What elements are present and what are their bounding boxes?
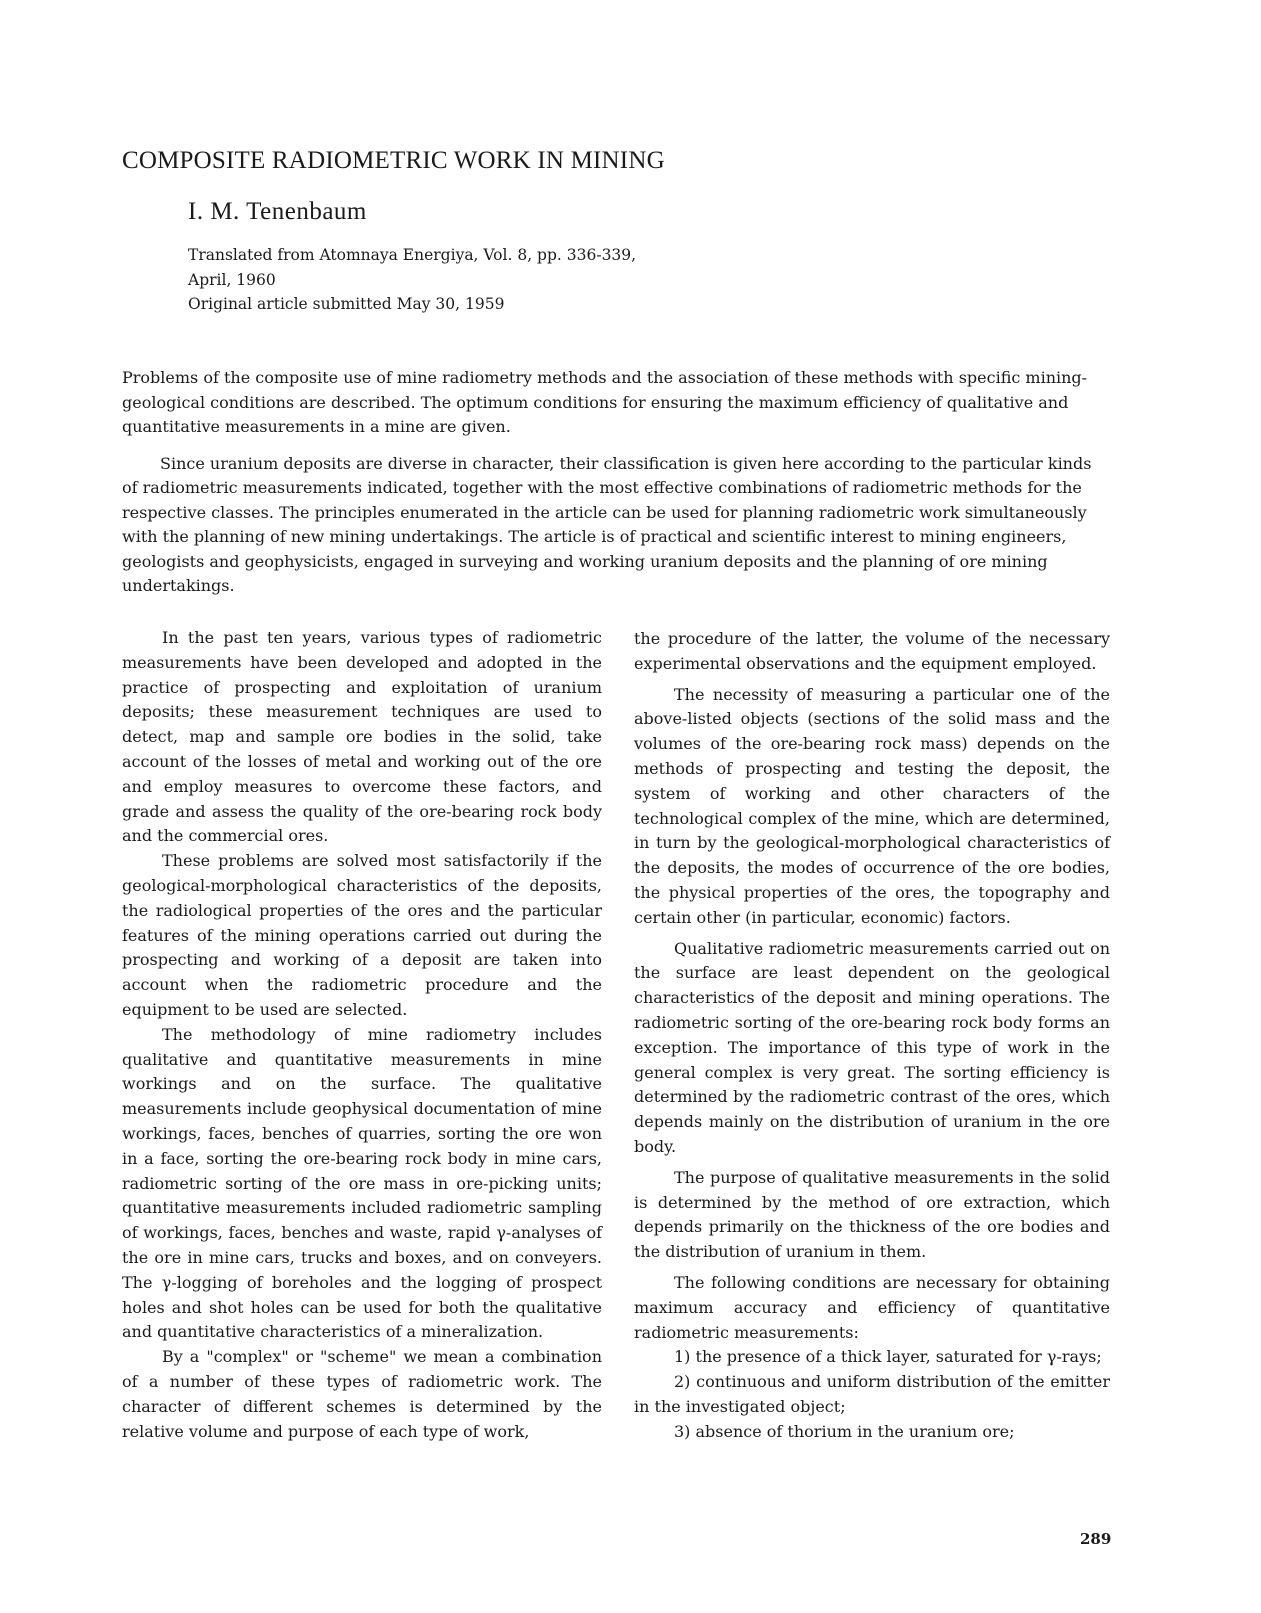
body-column-right (634, 627, 1110, 1445)
submission-date: Original article submitted May 30, 1959 (188, 295, 505, 313)
list-item: 1) the presence of a thick layer, saturated for γ-rays; (674, 1347, 1102, 1367)
abstract-paragraph: Problems of the composite use of mine radiometry methods and the association of these methods with specific mining-geological conditions are described. The optimum conditions for ensuring the maximum efficiency of qualitative and quantitative measurements in a mine are given. (122, 368, 1088, 436)
body-paragraph: The necessity of measuring a particular one of the above-listed objects (sections of the solid mass and the volumes of the ore-bearing rock mass) depends on the methods of prospecting and testing the deposit, the system of working and other characters of the technological complex of the mine, which are determined, in turn by the geological-morphological characteristics of the deposits, the modes of occurrence of the ore bodies, the physical properties of the ores, the topography and certain other (in particular, economic) factors. (634, 684, 1110, 927)
body-column-left (122, 626, 602, 1444)
body-paragraph: By a "complex" or "scheme" we mean a combination of a number of these types of radiometric work. The character of different schemes is determined by the relative volume and purpose of each type of work, (122, 1347, 602, 1441)
body-paragraph: The purpose of qualitative measurements in the solid is determined by the method of ore extraction, which depends primarily on the thickness of the ore bodies and the distribution of uranium in them. (634, 1167, 1110, 1262)
article-author: I. M. Tenenbaum (188, 198, 367, 225)
translation-source: Translated from Atomnaya Energiya, Vol. 8, pp. 336-339, (188, 246, 637, 264)
body-paragraph: In the past ten years, various types of radiometric measurements have been developed and adopted in the practice of prospecting and exploitation of uranium deposits; these measurement techniques are used to detect, map and sample ore bodies in the solid, take account of the losses of metal and working out of the ore and employ measures to overcome these factors, and grade and assess the quality of the ore-bearing rock body and the commercial ores. (122, 628, 602, 846)
article-title: COMPOSITE RADIOMETRIC WORK IN MINING (122, 147, 665, 174)
list-item: 3) absence of thorium in the uranium ore; (674, 1421, 1015, 1441)
translation-date: April, 1960 (188, 270, 276, 289)
list-item: 2) continuous and uniform distribution of the emitter in the investigated object; (634, 1372, 1110, 1416)
body-paragraph: These problems are solved most satisfactorily if the geological-morphological characteristics of the deposits, the radiological properties of the ores and the particular features of the mining operations carried out during the prospecting and working of a deposit are taken into account when the radiometric procedure and the equipment to be used are selected. (122, 851, 602, 1019)
body-paragraph: The methodology of mine radiometry includes qualitative and quantitative measurements in mine workings and on the surface. The qualitative measurements include geophysical documentation of mine workings, faces, benches of quarries, sorting the ore won in a face, sorting the ore-bearing rock body in mine cars, radiometric sorting of the ore mass in ore-picking units; quantitative measurements included radiometric sampling of workings, faces, benches and waste, rapid γ-analyses of the ore in mine cars, trucks and boxes, and on conveyers. The γ-logging of boreholes and the logging of prospect holes and shot holes can be used for both the qualitative and quantitative characteristics of a mineralization. (122, 1024, 602, 1342)
body-paragraph: The following conditions are necessary for obtaining maximum accuracy and efficiency of quantitative radiometric measurements: (634, 1272, 1110, 1342)
publication-info (188, 243, 636, 317)
body-paragraph: Qualitative radiometric measurements carried out on the surface are least dependent on the geological characteristics of the deposit and mining operations. The radiometric sorting of the ore-bearing rock body forms an exception. The importance of this type of work in the general complex is very great. The sorting efficiency is determined by the radiometric contrast of the ores, which depends mainly on the distribution of uranium in the ore body. (634, 938, 1110, 1156)
page-number: 289 (1080, 1530, 1112, 1548)
body-paragraph: the procedure of the latter, the volume of the necessary experimental observations and the equipment employed. (634, 629, 1110, 673)
abstract (122, 366, 1097, 599)
abstract-paragraph: Since uranium deposits are diverse in character, their classification is given here according to the particular kinds of radiometric measurements indicated, together with the most effective combinations of radiometric methods for the respective classes. The principles enumerated in the article can be used for planning radiometric work simultaneously with the planning of new mining undertakings. The article is of practical and scientific interest to mining engineers, geologists and geophysicists, engaged in surveying and working uranium deposits and the planning of ore mining undertakings. (122, 453, 1092, 595)
